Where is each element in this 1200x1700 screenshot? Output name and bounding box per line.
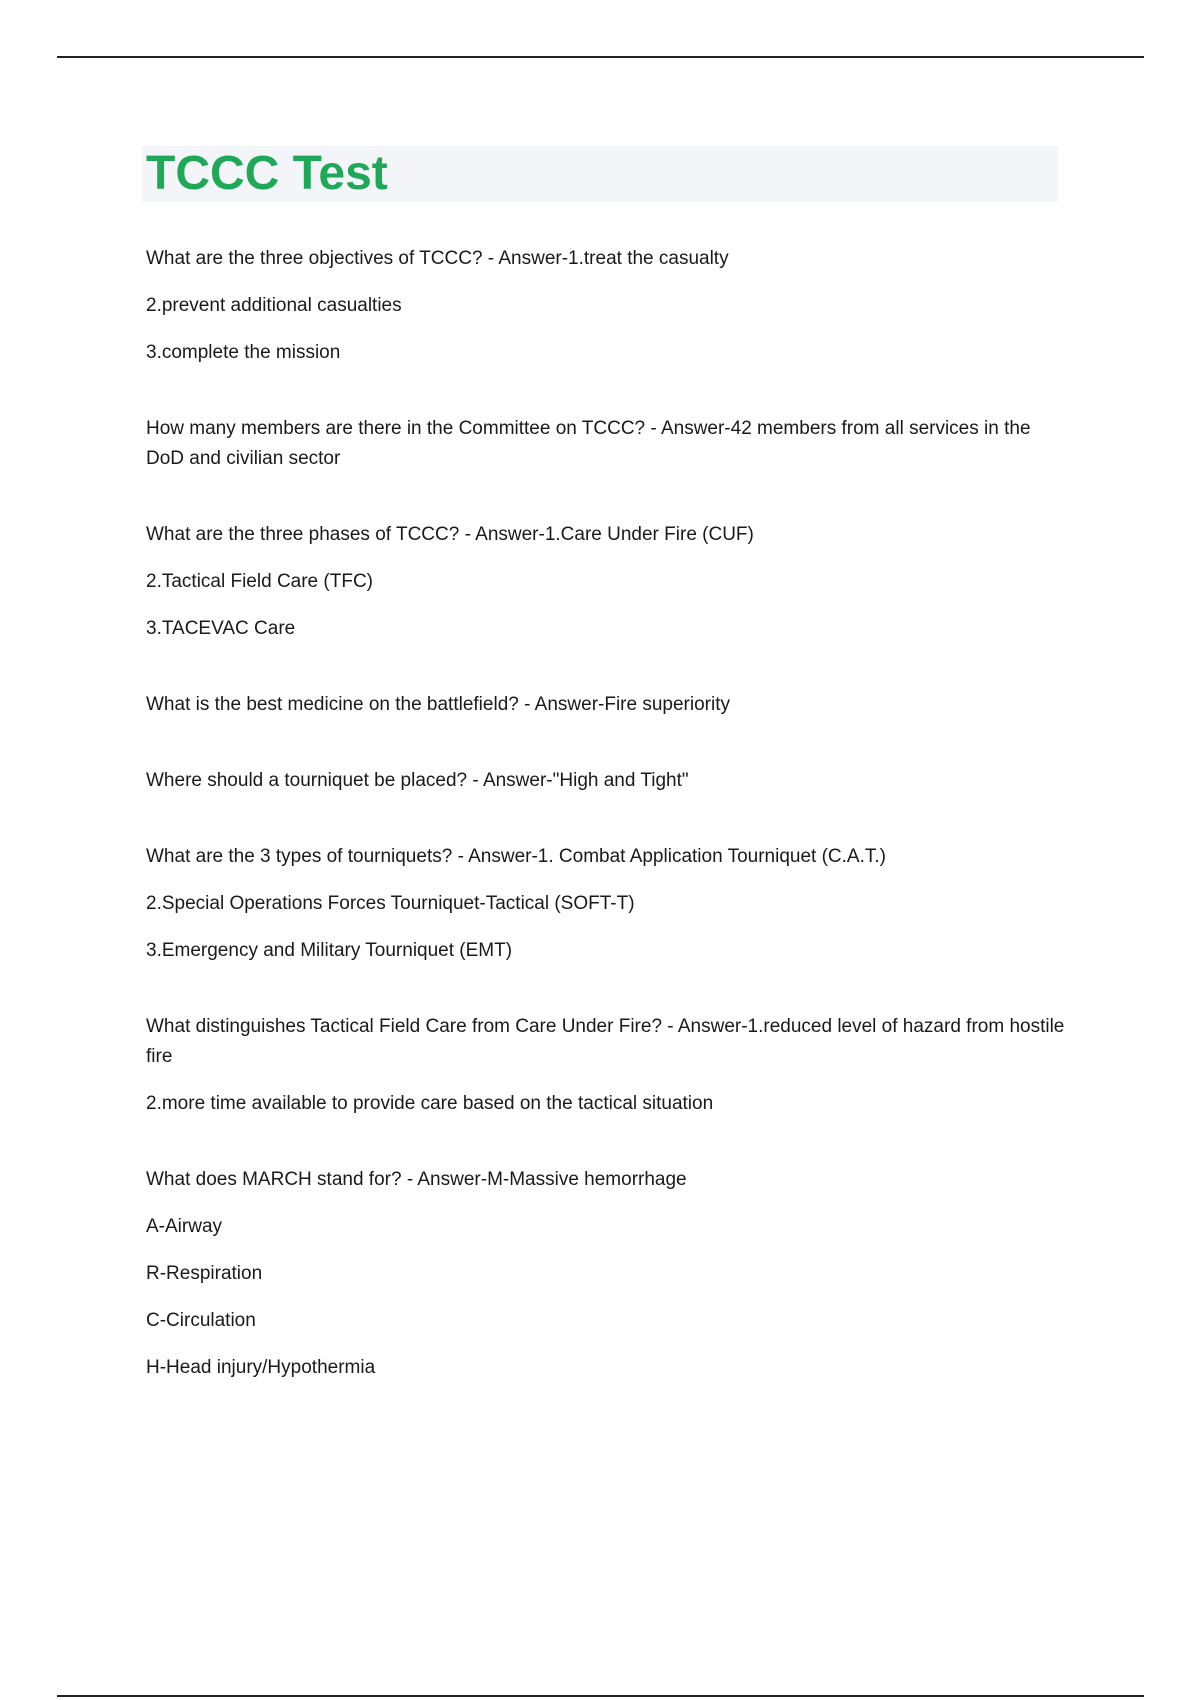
qa-line: R-Respiration (146, 1263, 263, 1284)
qa-line: What are the three objectives of TCCC? - Answer-1.treat the casualty (146, 248, 729, 269)
qa-line: What are the 3 types of tourniquets? - Answer-1. Combat Application Tourniquet (C.A.T.) (146, 846, 886, 867)
qa-line: 3.Emergency and Military Tourniquet (EMT) (146, 940, 513, 961)
qa-line: 2.more time available to provide care based on the tactical situation (146, 1093, 714, 1114)
qa-item (146, 1165, 1066, 1383)
qa-line: What does MARCH stand for? - Answer-M-Massive hemorrhage (146, 1169, 687, 1190)
bottom-rule (57, 1695, 1144, 1697)
page-title: TCCC Test (146, 147, 388, 200)
qa-line: 3.TACEVAC Care (146, 618, 296, 639)
qa-item (146, 1012, 1066, 1119)
qa-item (146, 690, 1066, 720)
qa-item (146, 766, 1066, 796)
qa-list (146, 244, 1066, 1429)
qa-line: 2.Tactical Field Care (TFC) (146, 571, 373, 592)
qa-line: What is the best medicine on the battlefield? - Answer-Fire superiority (146, 694, 730, 715)
qa-line: What distinguishes Tactical Field Care from Care Under Fire? - Answer-1.reduced level of hazard from hostile fire (146, 1016, 1065, 1067)
qa-line: How many members are there in the Committee on TCCC? - Answer-42 members from all services in the DoD and civilian sector (146, 418, 1031, 469)
qa-item (146, 244, 1066, 368)
qa-line: 2.prevent additional casualties (146, 295, 402, 316)
qa-line: 2.Special Operations Forces Tourniquet-Tactical (SOFT-T) (146, 893, 635, 914)
qa-item (146, 414, 1066, 474)
qa-line: What are the three phases of TCCC? - Answer-1.Care Under Fire (CUF) (146, 524, 754, 545)
qa-line: 3.complete the mission (146, 342, 341, 363)
top-rule (57, 56, 1144, 58)
qa-line: C-Circulation (146, 1310, 256, 1331)
qa-line: Where should a tourniquet be placed? - Answer-"High and Tight" (146, 770, 689, 791)
qa-item (146, 520, 1066, 644)
qa-item (146, 842, 1066, 966)
qa-line: H-Head injury/Hypothermia (146, 1357, 376, 1378)
qa-line: A-Airway (146, 1216, 223, 1237)
